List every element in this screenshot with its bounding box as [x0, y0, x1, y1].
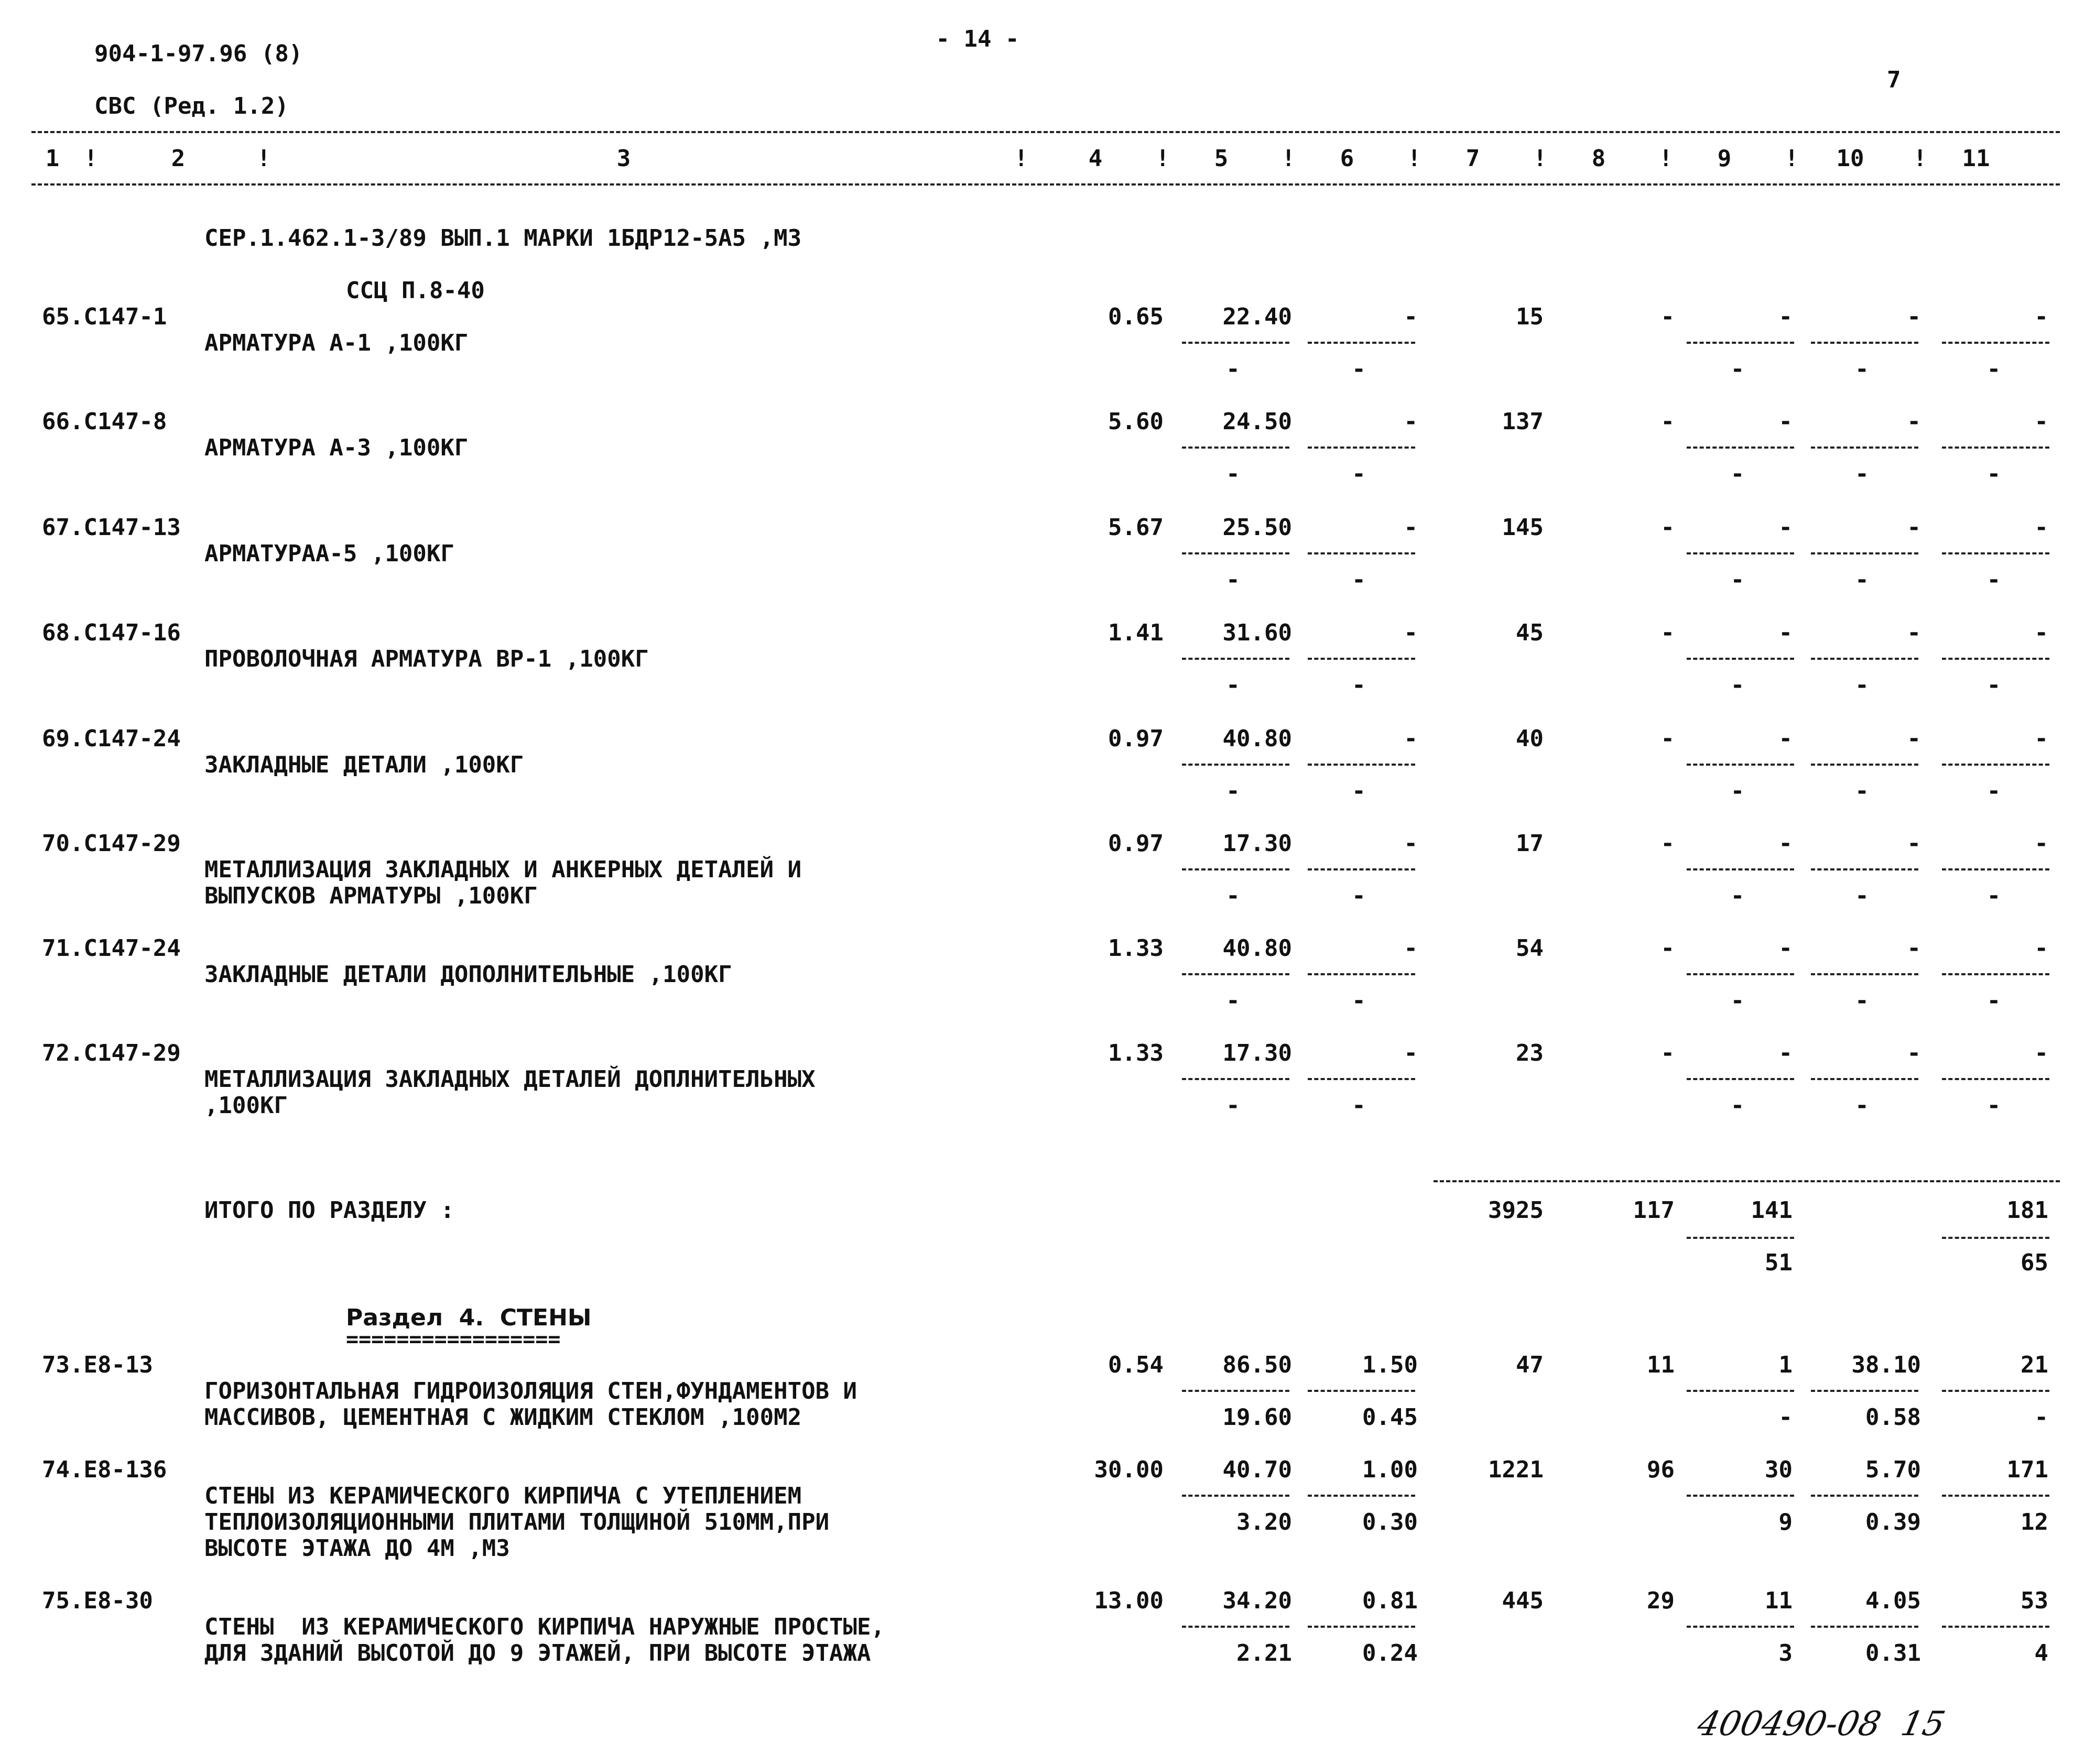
total-label: ИТОГО ПО РАЗДЕЛУ :: [204, 1197, 454, 1224]
row-col10-second: -: [1855, 778, 1869, 804]
row-col8: 11: [1647, 1352, 1675, 1378]
row-col9-second: -: [1730, 987, 1745, 1014]
column-header-5: 5: [1214, 145, 1229, 172]
row-col10: -: [1907, 303, 1921, 330]
column-separator: !: [1014, 145, 1028, 172]
row-col7: 17: [1516, 830, 1544, 857]
fraction-rule: [1687, 1626, 1794, 1628]
row-col5: 17.30: [1222, 1040, 1292, 1066]
row-col9: 1: [1778, 1352, 1793, 1378]
row-col11: 171: [2006, 1456, 2048, 1483]
row-description: СТЕНЫ ИЗ КЕРАМИЧЕСКОГО КИРПИЧА С УТЕПЛЕНИЕМ: [204, 1483, 802, 1509]
row-code: 66.С147-8: [42, 408, 167, 435]
fraction-rule: [1811, 1626, 1918, 1628]
row-col6: -: [1404, 619, 1418, 646]
fraction-rule: [1308, 1078, 1415, 1080]
row-col9: -: [1778, 619, 1793, 646]
row-col6: -: [1404, 830, 1418, 857]
column-header-2: 2: [171, 145, 186, 172]
row-description: МЕТАЛЛИЗАЦИЯ ЗАКЛАДНЫХ И АНКЕРНЫХ ДЕТАЛЕЙ И: [204, 856, 802, 883]
column-separator: !: [1785, 145, 1799, 172]
fraction-rule: [1687, 764, 1794, 766]
section4-underline: =================: [346, 1327, 561, 1352]
row-col11-second: -: [1986, 672, 2001, 699]
row-col4: 1.33: [1108, 935, 1164, 962]
row-col11-second: -: [1986, 987, 2001, 1014]
column-header-10: 10: [1836, 145, 1864, 172]
row-col11-second: -: [1986, 461, 2001, 487]
row-col8: -: [1660, 830, 1675, 857]
fraction-rule: [1308, 658, 1415, 660]
row-col7: 15: [1516, 303, 1544, 330]
row-col5-second: 2.21: [1236, 1640, 1292, 1667]
row-description: АРМАТУРАА-5 ,100КГ: [204, 540, 454, 567]
row-col7: 23: [1516, 1040, 1544, 1066]
row-col10-second: -: [1855, 672, 1869, 699]
row-col11-second: -: [1986, 1092, 2001, 1119]
fraction-rule: [1811, 764, 1918, 766]
header-rule-top: [31, 131, 2060, 133]
fraction-rule: [1182, 658, 1289, 660]
row-col11: -: [2034, 619, 2048, 646]
row-col11: -: [2034, 935, 2048, 962]
row-col11-second: -: [1986, 356, 2001, 383]
row-description: ЗАКЛАДНЫЕ ДЕТАЛИ ДОПОЛНИТЕЛЬНЫЕ ,100КГ: [204, 961, 732, 988]
row-code: 75.Е8-30: [42, 1587, 153, 1614]
row-col7: 137: [1502, 408, 1544, 435]
row-description: СТЕНЫ ИЗ КЕРАМИЧЕСКОГО КИРПИЧА НАРУЖНЫЕ ПРОСТЫЕ,: [204, 1614, 885, 1640]
row-col11: -: [2034, 1040, 2048, 1066]
column-header-4: 4: [1088, 145, 1103, 172]
row-col9: -: [1778, 1040, 1793, 1066]
sheet-number: 7: [1887, 67, 1901, 93]
row-col11: -: [2034, 514, 2048, 541]
fraction-rule: [1942, 868, 2049, 870]
column-header-7: 7: [1465, 145, 1480, 172]
row-col11-second: -: [1986, 883, 2001, 909]
row-code: 70.С147-29: [42, 830, 181, 857]
row-col6-second: 0.45: [1362, 1404, 1418, 1431]
row-description: ПРОВОЛОЧНАЯ АРМАТУРА ВР-1 ,100КГ: [204, 646, 649, 672]
row-col5: 40.80: [1222, 725, 1292, 752]
fraction-rule: [1811, 1390, 1918, 1392]
row-col5-second: -: [1226, 567, 1240, 593]
row-col11: -: [2034, 830, 2048, 857]
row-col8: -: [1660, 935, 1675, 962]
row-col9-second: -: [1730, 883, 1745, 909]
fraction-rule: [1687, 1078, 1794, 1080]
row-col9-second: -: [1730, 1092, 1745, 1119]
fraction-rule: [1687, 1390, 1794, 1392]
fraction-rule: [1687, 658, 1794, 660]
row-col4: 1.33: [1108, 1040, 1164, 1066]
fraction-rule: [1811, 342, 1918, 344]
row-col6: -: [1404, 725, 1418, 752]
row-col6-second: 0.30: [1362, 1509, 1418, 1536]
row-col6-second: 0.24: [1362, 1640, 1418, 1667]
column-separator: !: [257, 145, 271, 172]
row-col9-second: -: [1730, 567, 1745, 593]
row-col10-second: 0.31: [1865, 1640, 1921, 1667]
fraction-rule: [1942, 342, 2049, 344]
column-separator: !: [1407, 145, 1421, 172]
row-col9-second: -: [1730, 672, 1745, 699]
row-col10: 4.05: [1865, 1587, 1921, 1614]
fraction-rule: [1182, 1390, 1289, 1392]
fraction-rule: [1687, 552, 1794, 554]
row-col11: -: [2034, 408, 2048, 435]
fraction-rule: [1811, 552, 1918, 554]
fraction-rule: [1182, 1495, 1289, 1497]
row-col5-second: 19.60: [1222, 1404, 1292, 1431]
row-col9: -: [1778, 725, 1793, 752]
fraction-rule: [1811, 447, 1918, 449]
row-col11-second: 12: [2021, 1509, 2048, 1536]
row-col9: -: [1778, 935, 1793, 962]
row-col5-second: -: [1226, 356, 1240, 383]
column-header-3: 3: [616, 145, 631, 172]
row-code: 67.С147-13: [42, 514, 181, 541]
row-col9: -: [1778, 408, 1793, 435]
row-col7: 47: [1516, 1352, 1544, 1378]
row-col7: 40: [1516, 725, 1544, 752]
row-col10: -: [1907, 619, 1921, 646]
row-col4: 0.54: [1108, 1352, 1164, 1378]
fraction-rule: [1182, 868, 1289, 870]
fraction-rule: [1308, 552, 1415, 554]
column-header-1: 1: [45, 145, 60, 172]
fraction-rule: [1942, 1078, 2049, 1080]
row-col10: 38.10: [1851, 1352, 1921, 1378]
row-col5: 17.30: [1222, 830, 1292, 857]
ssc-reference: ССЦ П.8-40: [346, 277, 485, 304]
header-rule-bottom: [31, 183, 2060, 186]
fraction-rule: [1811, 1078, 1918, 1080]
total-col7: 3925: [1488, 1197, 1544, 1224]
row-col9: -: [1778, 303, 1793, 330]
fraction-rule: [1182, 342, 1289, 344]
row-col10-second: -: [1855, 356, 1869, 383]
fraction-rule: [1811, 868, 1918, 870]
row-col5: 40.80: [1222, 935, 1292, 962]
row-description: ВЫПУСКОВ АРМАТУРЫ ,100КГ: [204, 883, 538, 909]
row-description: ЗАКЛАДНЫЕ ДЕТАЛИ ,100КГ: [204, 752, 524, 778]
total-col11-second: 65: [2021, 1249, 2048, 1276]
column-header-6: 6: [1340, 145, 1354, 172]
system-label: СВС (Ред. 1.2): [94, 93, 289, 119]
row-col10-second: -: [1855, 567, 1869, 593]
row-description: ,100КГ: [204, 1092, 288, 1119]
fraction-rule: [1308, 973, 1415, 975]
row-description: ТЕПЛОИЗОЛЯЦИОННЫМИ ПЛИТАМИ ТОЛЩИНОЙ 510ММ,ПРИ: [204, 1509, 830, 1536]
row-col6-second: -: [1352, 567, 1366, 593]
fraction-rule: [1182, 1626, 1289, 1628]
fraction-rule: [1182, 1078, 1289, 1080]
row-col5: 24.50: [1222, 408, 1292, 435]
total-col11: 181: [2006, 1197, 2048, 1224]
fraction-rule: [1942, 552, 2049, 554]
row-col5-second: -: [1226, 672, 1240, 699]
fraction-rule: [1308, 342, 1415, 344]
row-col6: -: [1404, 935, 1418, 962]
row-col6-second: -: [1352, 883, 1366, 909]
fraction-rule: [1308, 1495, 1415, 1497]
row-col4: 13.00: [1094, 1587, 1164, 1614]
total-col11-rule: [1942, 1237, 2049, 1239]
row-code: 73.Е8-13: [42, 1352, 153, 1378]
fraction-rule: [1942, 1495, 2049, 1497]
row-col5-second: -: [1226, 778, 1240, 804]
row-code: 72.С147-29: [42, 1040, 181, 1066]
fraction-rule: [1182, 552, 1289, 554]
row-col4: 30.00: [1094, 1456, 1164, 1483]
column-header-8: 8: [1591, 145, 1606, 172]
row-col9-second: -: [1730, 356, 1745, 383]
fraction-rule: [1942, 447, 2049, 449]
row-col7: 1221: [1488, 1456, 1544, 1483]
total-col9: 141: [1751, 1197, 1793, 1224]
row-col8: -: [1660, 408, 1675, 435]
row-col8: -: [1660, 1040, 1675, 1066]
row-description: АРМАТУРА А-3 ,100КГ: [204, 434, 469, 461]
fraction-rule: [1687, 447, 1794, 449]
row-col5: 86.50: [1222, 1352, 1292, 1378]
row-col10-second: -: [1855, 883, 1869, 909]
row-col10: -: [1907, 408, 1921, 435]
row-col11: -: [2034, 303, 2048, 330]
row-col9-second: -: [1778, 1404, 1793, 1431]
fraction-rule: [1182, 447, 1289, 449]
row-col10: -: [1907, 830, 1921, 857]
row-col10: -: [1907, 725, 1921, 752]
column-separator: !: [1913, 145, 1927, 172]
total-col8: 117: [1633, 1197, 1675, 1224]
row-col11-second: -: [2034, 1404, 2048, 1431]
row-col5: 34.20: [1222, 1587, 1292, 1614]
row-col6: 0.81: [1362, 1587, 1418, 1614]
row-col8: -: [1660, 619, 1675, 646]
row-col6-second: -: [1352, 461, 1366, 487]
row-col10-second: 0.58: [1865, 1404, 1921, 1431]
row-col6: 1.50: [1362, 1352, 1418, 1378]
row-col8: -: [1660, 303, 1675, 330]
row-col6-second: -: [1352, 356, 1366, 383]
row-col9-second: 9: [1778, 1509, 1793, 1536]
row-col6: 1.00: [1362, 1456, 1418, 1483]
row-col4: 0.65: [1108, 303, 1164, 330]
row-col11: 21: [2021, 1352, 2048, 1378]
row-col7: 54: [1516, 935, 1544, 962]
row-col9-second: 3: [1778, 1640, 1793, 1667]
row-col9: -: [1778, 514, 1793, 541]
column-header-9: 9: [1717, 145, 1732, 172]
row-col5: 22.40: [1222, 303, 1292, 330]
fraction-rule: [1308, 1626, 1415, 1628]
fraction-rule: [1942, 764, 2049, 766]
fraction-rule: [1811, 1495, 1918, 1497]
row-col10: -: [1907, 514, 1921, 541]
fraction-rule: [1811, 658, 1918, 660]
row-col9: 30: [1765, 1456, 1793, 1483]
row-col5: 25.50: [1222, 514, 1292, 541]
row-col9-second: -: [1730, 778, 1745, 804]
fraction-rule: [1182, 764, 1289, 766]
handwritten-note: 400490-08 15: [1694, 1705, 1949, 1744]
row-col4: 1.41: [1108, 619, 1164, 646]
row-col11-second: 4: [2034, 1640, 2048, 1667]
column-separator: !: [84, 145, 98, 172]
fraction-rule: [1687, 973, 1794, 975]
row-col7: 145: [1502, 514, 1544, 541]
row-col8: -: [1660, 725, 1675, 752]
row-col10-second: -: [1855, 461, 1869, 487]
row-col10: -: [1907, 1040, 1921, 1066]
row-col9: -: [1778, 830, 1793, 857]
row-col6: -: [1404, 514, 1418, 541]
row-col5-second: -: [1226, 461, 1240, 487]
series-title: СЕР.1.462.1-3/89 ВЫП.1 МАРКИ 1БДР12-5А5 ,М3: [204, 225, 802, 252]
row-col6: -: [1404, 408, 1418, 435]
fraction-rule: [1811, 973, 1918, 975]
column-header-11: 11: [1962, 145, 1990, 172]
row-col5-second: -: [1226, 987, 1240, 1014]
column-separator: !: [1533, 145, 1547, 172]
row-description: МЕТАЛЛИЗАЦИЯ ЗАКЛАДНЫХ ДЕТАЛЕЙ ДОПЛНИТЕЛЬНЫХ: [204, 1066, 816, 1093]
fraction-rule: [1942, 658, 2049, 660]
fraction-rule: [1308, 764, 1415, 766]
row-col11: -: [2034, 725, 2048, 752]
row-col9: 11: [1765, 1587, 1793, 1614]
fraction-rule: [1308, 868, 1415, 870]
column-separator: !: [1282, 145, 1296, 172]
row-col10-second: 0.39: [1865, 1509, 1921, 1536]
row-col6: -: [1404, 303, 1418, 330]
row-code: 68.С147-16: [42, 619, 181, 646]
total-col9-rule: [1687, 1237, 1794, 1239]
row-col6-second: -: [1352, 987, 1366, 1014]
fraction-rule: [1942, 1390, 2049, 1392]
row-col5: 40.70: [1222, 1456, 1292, 1483]
column-separator: !: [1659, 145, 1673, 172]
row-code: 74.Е8-136: [42, 1456, 167, 1483]
fraction-rule: [1308, 1390, 1415, 1392]
row-col5-second: 3.20: [1236, 1509, 1292, 1536]
row-description: ГОРИЗОНТАЛЬНАЯ ГИДРОИЗОЛЯЦИЯ СТЕН,ФУНДАМЕНТОВ И: [204, 1378, 857, 1404]
fraction-rule: [1942, 1626, 2049, 1628]
row-code: 71.С147-24: [42, 935, 181, 962]
fraction-rule: [1687, 1495, 1794, 1497]
fraction-rule: [1308, 447, 1415, 449]
row-col11-second: -: [1986, 567, 2001, 593]
row-col5: 31.60: [1222, 619, 1292, 646]
row-col4: 0.97: [1108, 725, 1164, 752]
row-col11-second: -: [1986, 778, 2001, 804]
fraction-rule: [1182, 973, 1289, 975]
column-separator: !: [1156, 145, 1170, 172]
row-col6-second: -: [1352, 778, 1366, 804]
row-col7: 445: [1502, 1587, 1544, 1614]
row-col4: 0.97: [1108, 830, 1164, 857]
row-col5-second: -: [1226, 883, 1240, 909]
row-col10-second: -: [1855, 1092, 1869, 1119]
row-col10-second: -: [1855, 987, 1869, 1014]
total-col9-second: 51: [1765, 1249, 1793, 1276]
row-col11: 53: [2021, 1587, 2048, 1614]
fraction-rule: [1687, 342, 1794, 344]
row-code: 65.С147-1: [42, 303, 167, 330]
row-col8: 96: [1647, 1456, 1675, 1483]
row-description: ВЫСОТЕ ЭТАЖА ДО 4М ,М3: [204, 1535, 510, 1562]
row-description: МАССИВОВ, ЦЕМЕНТНАЯ С ЖИДКИМ СТЕКЛОМ ,100М2: [204, 1404, 802, 1431]
row-col10: 5.70: [1865, 1456, 1921, 1483]
fraction-rule: [1942, 973, 2049, 975]
section4-title: Раздел 4. СТЕНЫ: [346, 1304, 592, 1331]
fraction-rule: [1687, 868, 1794, 870]
row-description: АРМАТУРА А-1 ,100КГ: [204, 330, 469, 356]
row-col6-second: -: [1352, 1092, 1366, 1119]
row-col9-second: -: [1730, 461, 1745, 487]
row-description: ДЛЯ ЗДАНИЙ ВЫСОТОЙ ДО 9 ЭТАЖЕЙ, ПРИ ВЫСОТЕ ЭТАЖА: [204, 1640, 871, 1667]
row-col4: 5.60: [1108, 408, 1164, 435]
doc-code: 904-1-97.96 (8): [94, 40, 303, 67]
row-code: 69.С147-24: [42, 725, 181, 752]
row-col6-second: -: [1352, 672, 1366, 699]
row-col8: -: [1660, 514, 1675, 541]
total-rule: [1434, 1180, 2060, 1182]
row-col5-second: -: [1226, 1092, 1240, 1119]
row-col8: 29: [1647, 1587, 1675, 1614]
row-col6: -: [1404, 1040, 1418, 1066]
row-col4: 5.67: [1108, 514, 1164, 541]
row-col7: 45: [1516, 619, 1544, 646]
page-number: - 14 -: [936, 26, 1019, 52]
row-col10: -: [1907, 935, 1921, 962]
